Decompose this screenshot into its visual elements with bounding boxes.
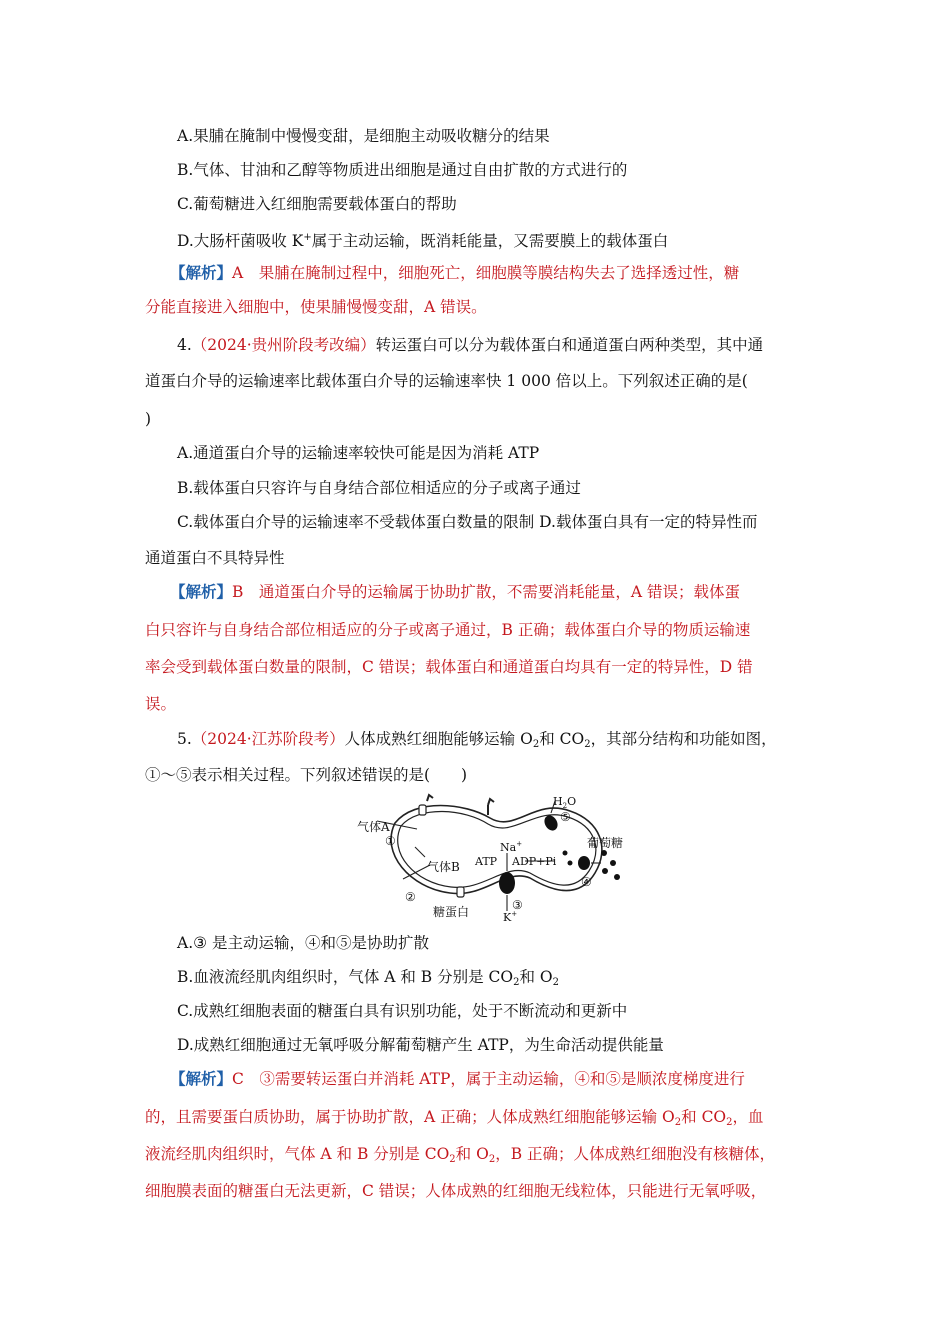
label-glycoprotein: 糖蛋白: [433, 905, 470, 919]
label-gas-b: 气体B: [427, 860, 460, 874]
q4-answer-line4: 误。: [145, 695, 177, 713]
q5-answer-line3: 液流经肌肉组织时，气体 A 和 B 分别是 $CO_2$和 $O_2$，B 正确；人体成熟红细胞没有核糖体，: [145, 1145, 776, 1165]
q4-stem-line1: 4.（2024·贵州阶段考改编）转运蛋白可以分为载体蛋白和通道蛋白两种类型，其中通: [177, 336, 764, 354]
red-blood-cell-diagram: [355, 793, 635, 923]
q3-option-c: C.葡萄糖进入红细胞需要载体蛋白的帮助: [177, 195, 457, 213]
channel-protein: [419, 805, 426, 815]
q5-answer-line4: 细胞膜表面的糖蛋白无法更新，C 错误；人体成熟的红细胞无线粒体，只能进行无氧呼吸，: [145, 1182, 767, 1200]
q4-option-d-cont: 通道蛋白不具特异性: [145, 549, 285, 567]
q5-answer-line2: 的，且需要蛋白质协助，属于协助扩散，A 正确；人体成熟红细胞能够运输 $O_2$和 $CO_2$，血: [145, 1108, 764, 1128]
q5-option-b: B.血液流经肌肉组织时，气体 A 和 B 分别是 $CO_2$和 $O_2$: [177, 968, 559, 988]
label-gas-a: 气体A: [357, 820, 390, 834]
q3-option-d: D.大肠杆菌吸收 K+属于主动运输，既消耗能量，又需要膜上的载体蛋白: [177, 232, 669, 250]
glycoprotein-marker: [457, 887, 464, 897]
q4-answer-line2: 白只容许与自身结合部位相适应的分子或离子通过，B 正确；载体蛋白介导的物质运输速: [145, 621, 751, 639]
q3-answer-line1: 【解析】A 果脯在腌制过程中，细胞死亡，细胞膜等膜结构失去了选择透过性，糖: [170, 263, 740, 282]
q3-answer-line2: 分能直接进入细胞中，使果脯慢慢变甜，A 错误。: [145, 298, 487, 316]
label-circle-3: ③: [512, 898, 523, 912]
label-circle-5: ⑤: [560, 810, 571, 824]
label-k: K+: [503, 910, 518, 923]
q4-option-cd: C.载体蛋白介导的运输速率不受载体蛋白数量的限制 D.载体蛋白具有一定的特异性而: [177, 513, 758, 531]
q3-option-a: A.果脯在腌制中慢慢变甜，是细胞主动吸收糖分的结果: [177, 127, 550, 145]
q5-option-d: D.成熟红细胞通过无氧呼吸分解葡萄糖产生 ATP，为生命活动提供能量: [177, 1036, 664, 1054]
q5-stem-line2: ①～⑤表示相关过程。下列叙述错误的是( ): [145, 766, 468, 784]
glucose-carrier: [578, 856, 590, 870]
q5-option-a: A.③ 是主动运输，④和⑤是协助扩散: [177, 934, 429, 952]
q4-answer-line1: 【解析】B 通道蛋白介导的运输属于协助扩散，不需要消耗能量，A 错误；载体蛋: [170, 582, 741, 601]
q4-option-b: B.载体蛋白只容许与自身结合部位相适应的分子或离子通过: [177, 479, 581, 497]
q4-stem-line3: ): [145, 410, 152, 428]
q5-source: （2024·江苏阶段考）: [191, 730, 345, 748]
q4-stem-line2: 道蛋白介导的运输速率比载体蛋白介导的运输速率快 1 000 倍以上。下列叙述正确的是(: [145, 372, 748, 390]
q4-option-a: A.通道蛋白介导的运输速率较快可能是因为消耗 ATP: [177, 444, 540, 462]
q4-answer-line3: 率会受到载体蛋白数量的限制，C 错误；载体蛋白和通道蛋白均具有一定的特异性，D 错: [145, 658, 753, 676]
label-na: Na+: [500, 840, 523, 854]
label-circle-1: ①: [385, 834, 396, 848]
glycoprotein-chain: [427, 795, 433, 801]
q3-option-b: B.气体、甘油和乙醇等物质进出细胞是通过自由扩散的方式进行的: [177, 161, 628, 179]
q4-source: （2024·贵州阶段考改编）: [191, 336, 376, 354]
label-glucose: 葡萄糖: [587, 836, 624, 850]
label-adp-pi: ADP+Pi: [512, 855, 557, 868]
q5-answer-line1: 【解析】C ③需要转运蛋白并消耗 ATP，属于主动运输，④和⑤是顺浓度梯度进行: [170, 1069, 745, 1088]
q5-option-c: C.成熟红细胞表面的糖蛋白具有识别功能，处于不断流动和更新中: [177, 1002, 628, 1020]
label-atp: ATP: [475, 855, 498, 868]
label-h2o: $H_2O$: [553, 795, 577, 810]
na-k-pump: [499, 872, 515, 894]
q5-stem-line1: 5.（2024·江苏阶段考）人体成熟红细胞能够运输 $O_2$和 $CO_2$，其部分结构和功能如图，: [177, 730, 777, 750]
label-circle-2: ②: [405, 890, 416, 904]
label-circle-4: ④: [581, 875, 592, 889]
answer-tag: 【解析】: [170, 263, 233, 282]
